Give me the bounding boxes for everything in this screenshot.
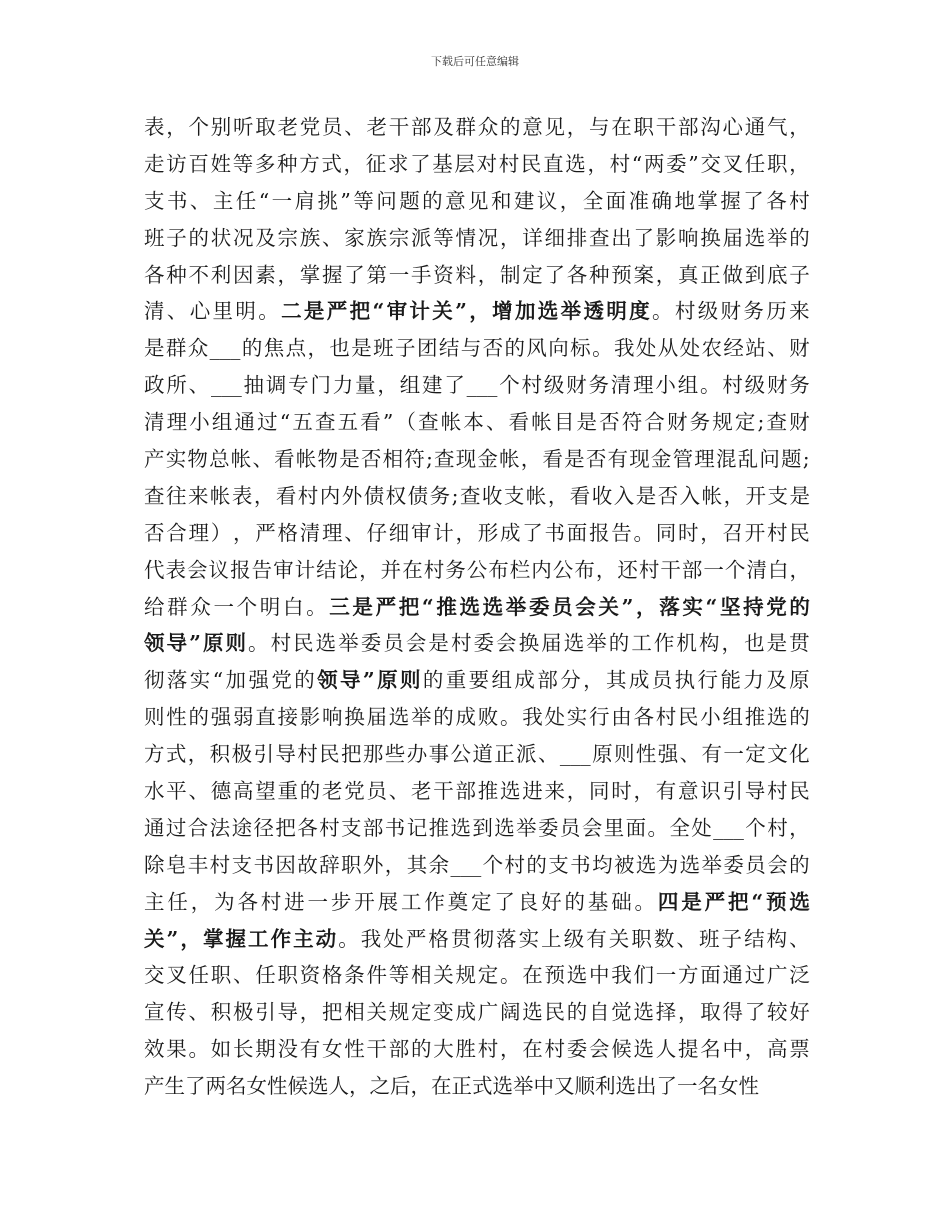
text-line: 走 访 百 姓 等 多 种 方 式 ， 征 求 了 基 层 对 村 民 直 选 ， 村 “ 两 委 ” 交 叉 任 职 ，: [144, 151, 810, 176]
text-line: 表 ， 个 别 听 取 老 党 员 、 老 干 部 及 群 众 的 意 见 ， 与 在 职 干 部 沟 心 通 气 ，: [144, 115, 810, 139]
text-line: 效 果 。 如 长 期 没 有 女 性 干 部 的 大 胜 村 ， 在 村 委 会 候 选 人 提 名 中 ， 高 票: [144, 1037, 810, 1062]
text-line: 查 往 来 帐 表 ， 看 村 内 外 债 权 债 务 ; 查 收 支 帐 ， 看 收 入 是 否 入 帐 ， 开 支 是: [144, 483, 810, 508]
text-line: 清 、 心 里 明 。 二 是 严 把 “ 审 计 关 ” ， 增 加 选 举 透 明 度 。 村 级 财 务 历 来: [144, 299, 810, 324]
page-header: 下载后可任意编辑: [431, 55, 519, 68]
text-line: 交 叉 任 职 、 任 职 资 格 条 件 等 相 关 规 定 。 在 预 选 中 我 们 一 方 面 通 过 广 泛: [144, 963, 810, 988]
text-line: 主 任 ， 为 各 村 进 一 步 开 展 工 作 奠 定 了 良 好 的 基 础 。 四 是 严 把 “ 预 选: [144, 889, 810, 914]
text-line: 除 皂 丰 村 支 书 因 故 辞 职 外 ， 其 余 ___ 个 村 的 支 书 均 被 选 为 选 举 委 员 会 的: [144, 852, 810, 877]
text-line: 领 导 ” 原 则 。 村 民 选 举 委 员 会 是 村 委 会 换 届 选 举 的 工 作 机 构 ， 也 是 贯: [144, 631, 810, 656]
text-line: 各 种 不 利 因 素 ， 掌 握 了 第 一 手 资 料 ， 制 定 了 各 种 预 案 ， 真 正 做 到 底 子: [144, 262, 810, 287]
text-line: 彻 落 实 “ 加 强 党 的 领 导 ” 原 则 的 重 要 组 成 部 分 ， 其 成 员 执 行 能 力 及 原: [144, 668, 810, 693]
text-line: 清 理 小 组 通 过 “ 五 查 五 看 ” （ 查 帐 本 、 看 帐 目 是 否 符 合 财 务 规 定 ; 查 财: [144, 410, 810, 435]
text-line: 是 群 众 ___ 的 焦 点 ， 也 是 班 子 团 结 与 否 的 风 向 标 。 我 处 从 处 农 经 站 、 财: [144, 336, 810, 361]
text-line: 水 平 、 德 高 望 重 的 老 党 员 、 老 干 部 推 选 进 来 ， 同 时 ， 有 意 识 引 导 村 民: [144, 779, 810, 804]
text-line: 班 子 的 状 况 及 宗 族 、 家 族 宗 派 等 情 况 ， 详 细 排 查 出 了 影 响 换 届 选 举 的: [144, 225, 810, 250]
text-line: 否 合 理 ） ， 严 格 清 理 、 仔 细 审 计 ， 形 成 了 书 面 报 告 。 同 时 ， 召 开 村 民: [144, 520, 810, 545]
text-line: 通 过 合 法 途 径 把 各 村 支 部 书 记 推 选 到 选 举 委 员 会 里 面 。 全 处 ___ 个 村 ，: [144, 815, 810, 840]
text-line: 则 性 的 强 弱 直 接 影 响 换 届 选 举 的 成 败 。 我 处 实 行 由 各 村 民 小 组 推 选 的: [144, 705, 810, 730]
text-line: 支 书 、 主 任 “ 一 肩 挑 ” 等 问 题 的 意 见 和 建 议 ， 全 面 准 确 地 掌 握 了 各 村: [144, 188, 810, 213]
text-line: 产 实 物 总 帐 、 看 帐 物 是 否 相 符 ; 查 现 金 帐 ， 看 是 否 有 现 金 管 理 混 乱 问 题 ;: [144, 447, 810, 472]
text-line: 宣 传 、 积 极 引 导 ， 把 相 关 规 定 变 成 广 阔 选 民 的 自 觉 选 择 ， 取 得 了 较 好: [144, 1000, 810, 1025]
text-line: 产 生 了 两 名 女 性 候 选 人 ， 之 后 ， 在 正 式 选 举 中 又 顺 利 选 出 了 一 名 女 性: [144, 1074, 759, 1099]
document-body: [144, 109, 810, 1105]
text-line: 代 表 会 议 报 告 审 计 结 论 ， 并 在 村 务 公 布 栏 内 公 布 ， 还 村 干 部 一 个 清 白 ，: [144, 557, 810, 582]
text-line: 政 所 、 ___ 抽 调 专 门 力 量 ， 组 建 了 ___ 个 村 级 财 务 清 理 小 组 。 村 级 财 务: [144, 373, 810, 398]
text-line: 关 ” ， 掌 握 工 作 主 动 。 我 处 严 格 贯 彻 落 实 上 级 有 关 职 数 、 班 子 结 构 、: [144, 926, 810, 951]
text-line: 给 群 众 一 个 明 白 。 三 是 严 把 “ 推 选 选 举 委 员 会 关 ” ， 落 实 “ 坚 持 党 的: [144, 594, 810, 619]
text-line: 方 式 ， 积 极 引 导 村 民 把 那 些 办 事 公 道 正 派 、 ___ 原 则 性 强 、 有 一 定 文 化: [144, 742, 810, 767]
